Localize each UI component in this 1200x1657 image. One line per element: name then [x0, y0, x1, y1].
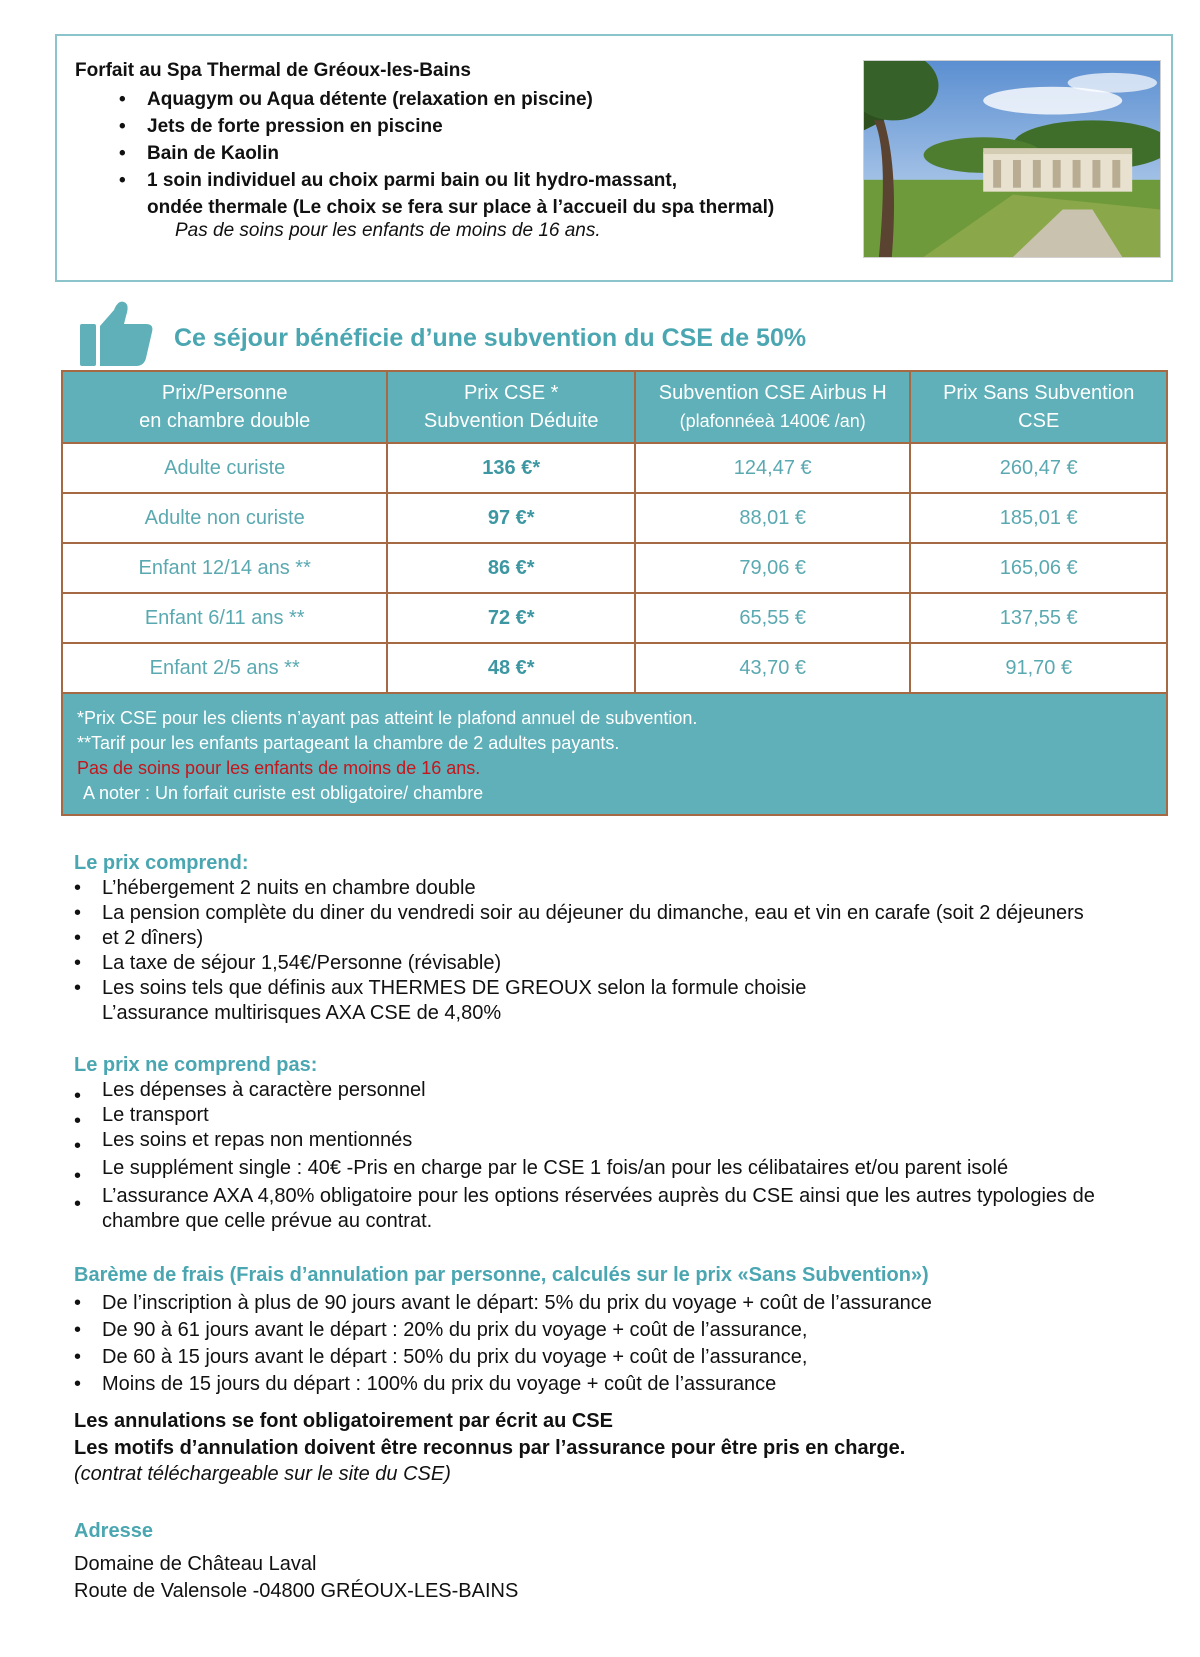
- list-item: • et 2 dîners): [74, 927, 204, 949]
- list-item: • Moins de 15 jours du départ : 100% du prix du voyage + coût de l’assurance: [74, 1371, 932, 1398]
- bullet-icon: •: [74, 1319, 82, 1341]
- thumbs-up-icon: [80, 300, 154, 366]
- bullet-icon: •: [74, 1346, 82, 1368]
- table-row: [62, 593, 1167, 643]
- table-cell: 185,01 €: [910, 493, 1167, 543]
- list-item: • Jets de forte pression en piscine: [147, 113, 867, 140]
- table-cell: Adulte curiste: [62, 443, 387, 493]
- address-line-1: Domaine de Château Laval: [74, 1553, 317, 1575]
- section-title-adresse: Adresse: [74, 1520, 153, 1542]
- address-line-2: Route de Valensole -04800 GRÉOUX-LES-BAINS: [74, 1580, 519, 1602]
- list-item: • De 90 à 61 jours avant le départ : 20% du prix du voyage + coût de l’assurance,: [74, 1317, 932, 1344]
- bullet-icon: •: [74, 1085, 82, 1107]
- bullet-icon: •: [74, 1193, 82, 1215]
- list-item: • La pension complète du diner du vendredi soir au déjeuner du dimanche, eau et vin en carafe (soit 2 déjeuners: [74, 902, 1084, 924]
- bullet-icon: •: [74, 1373, 82, 1395]
- table-row: [62, 543, 1167, 593]
- table-cell: Enfant 12/14 ans **: [62, 543, 387, 593]
- table-cell: Enfant 6/11 ans **: [62, 593, 387, 643]
- section-title-ne-comprend: Le prix ne comprend pas:: [74, 1054, 318, 1076]
- table-cell: Enfant 2/5 ans **: [62, 643, 387, 693]
- table-header-row: [62, 371, 1167, 443]
- list-item: • De l’inscription à plus de 90 jours avant le départ: 5% du prix du voyage + coût de l’assurance: [74, 1290, 932, 1317]
- bullet-icon: •: [74, 1135, 82, 1157]
- header-prix-cse: Prix CSE * Subvention Déduite: [387, 371, 635, 443]
- bullet-icon: •: [119, 89, 126, 110]
- table-cell: 65,55 €: [635, 593, 910, 643]
- table-cell: 48 €*: [387, 643, 635, 693]
- list-item-continuation: ondée thermale (Le choix se fera sur place à l’accueil du spa thermal): [147, 197, 775, 218]
- list-item: • Les soins tels que définis aux THERMES DE GREOUX selon la formule choisie: [74, 977, 807, 999]
- list-item: • L’hébergement 2 nuits en chambre double: [74, 877, 476, 899]
- spa-title: Forfait au Spa Thermal de Gréoux-les-Bains: [75, 60, 471, 81]
- table-cell: 124,47 €: [635, 443, 910, 493]
- section-title-bareme: Barème de frais (Frais d’annulation par personne, calculés sur le prix «Sans Subvention»): [74, 1264, 929, 1286]
- list-item: • 1 soin individuel au choix parmi bain ou lit hydro-massant,: [147, 167, 867, 194]
- list-item: • L’assurance AXA 4,80% obligatoire pour les options réservées auprès du CSE ainsi que les autres typologies de: [74, 1185, 1095, 1215]
- table-cell: Adulte non curiste: [62, 493, 387, 543]
- annulation-motifs: Les motifs d’annulation doivent être reconnus par l’assurance pour être pris en charge.: [74, 1437, 906, 1459]
- bullet-icon: •: [74, 952, 82, 974]
- bullet-icon: •: [119, 170, 126, 191]
- list-item: • Bain de Kaolin: [147, 140, 867, 167]
- bullet-icon: •: [74, 927, 82, 949]
- table-cell: 79,06 €: [635, 543, 910, 593]
- spa-note: Pas de soins pour les enfants de moins de 16 ans.: [175, 220, 601, 241]
- bullet-icon: •: [119, 143, 126, 164]
- list-item: • Les soins et repas non mentionnés: [74, 1129, 413, 1157]
- note-prix-cse: *Prix CSE pour les clients n’ayant pas atteint le plafond annuel de subvention.: [77, 708, 698, 728]
- annulation-ecrit: Les annulations se font obligatoirement par écrit au CSE: [74, 1410, 613, 1432]
- table-cell: 137,55 €: [910, 593, 1167, 643]
- table-cell: 72 €*: [387, 593, 635, 643]
- table-cell: 136 €*: [387, 443, 635, 493]
- note-tarif-enfants: **Tarif pour les enfants partageant la chambre de 2 adultes payants.: [77, 733, 620, 753]
- list-item: • Aquagym ou Aqua détente (relaxation en piscine): [147, 86, 867, 113]
- bullet-icon: •: [74, 877, 82, 899]
- list-item: • La taxe de séjour 1,54€/Personne (révisable): [74, 952, 502, 974]
- bullet-icon: •: [74, 977, 82, 999]
- header-prix-personne: Prix/Personne en chambre double: [62, 371, 387, 443]
- comprend-list: [74, 876, 1084, 1026]
- table-cell: 91,70 €: [910, 643, 1167, 693]
- header-subvention-cse: Subvention CSE Airbus H (plafonnéeà 1400€ /an): [635, 371, 910, 443]
- table-notes: [61, 694, 1168, 816]
- list-item-continuation: chambre que celle prévue au contrat.: [102, 1210, 433, 1232]
- table-cell: 86 €*: [387, 543, 635, 593]
- table-cell: 43,70 €: [635, 643, 910, 693]
- section-title-comprend: Le prix comprend:: [74, 852, 249, 874]
- bullet-icon: •: [119, 116, 126, 137]
- list-item: • Le transport: [74, 1104, 209, 1132]
- table-cell: 165,06 €: [910, 543, 1167, 593]
- contrat-note: (contrat téléchargeable sur le site du CSE): [74, 1463, 451, 1485]
- bullet-icon: •: [74, 1110, 82, 1132]
- table-row: [62, 493, 1167, 543]
- table-cell: 97 €*: [387, 493, 635, 543]
- list-item: • De 60 à 15 jours avant le départ : 50% du prix du voyage + coût de l’assurance,: [74, 1344, 932, 1371]
- subvention-heading: Ce séjour bénéficie d’une subvention du CSE de 50%: [174, 324, 807, 352]
- price-table: [61, 370, 1168, 694]
- list-item: • Les dépenses à caractère personnel: [74, 1079, 426, 1107]
- table-cell: 260,47 €: [910, 443, 1167, 493]
- spa-package-box: [55, 34, 1173, 282]
- spa-items-list: [119, 86, 867, 221]
- bullet-icon: •: [74, 902, 82, 924]
- bareme-list: [74, 1290, 932, 1398]
- list-item: • Le supplément single : 40€ -Pris en charge par le CSE 1 fois/an pour les célibataires et/ou parent isolé: [74, 1157, 1009, 1187]
- bullet-icon: •: [74, 1165, 82, 1187]
- note-pas-de-soins: Pas de soins pour les enfants de moins de 16 ans.: [77, 758, 481, 778]
- spa-photo: [863, 60, 1161, 258]
- bullet-icon: •: [74, 1292, 82, 1314]
- table-cell: 88,01 €: [635, 493, 910, 543]
- table-row: [62, 643, 1167, 693]
- header-prix-sans-subvention: Prix Sans Subvention CSE: [910, 371, 1167, 443]
- note-a-noter: A noter : Un forfait curiste est obligatoire/ chambre: [83, 783, 484, 803]
- list-item: L’assurance multirisques AXA CSE de 4,80%: [102, 1002, 502, 1024]
- table-row: [62, 443, 1167, 493]
- ne-comprend-list: [74, 1078, 1095, 1234]
